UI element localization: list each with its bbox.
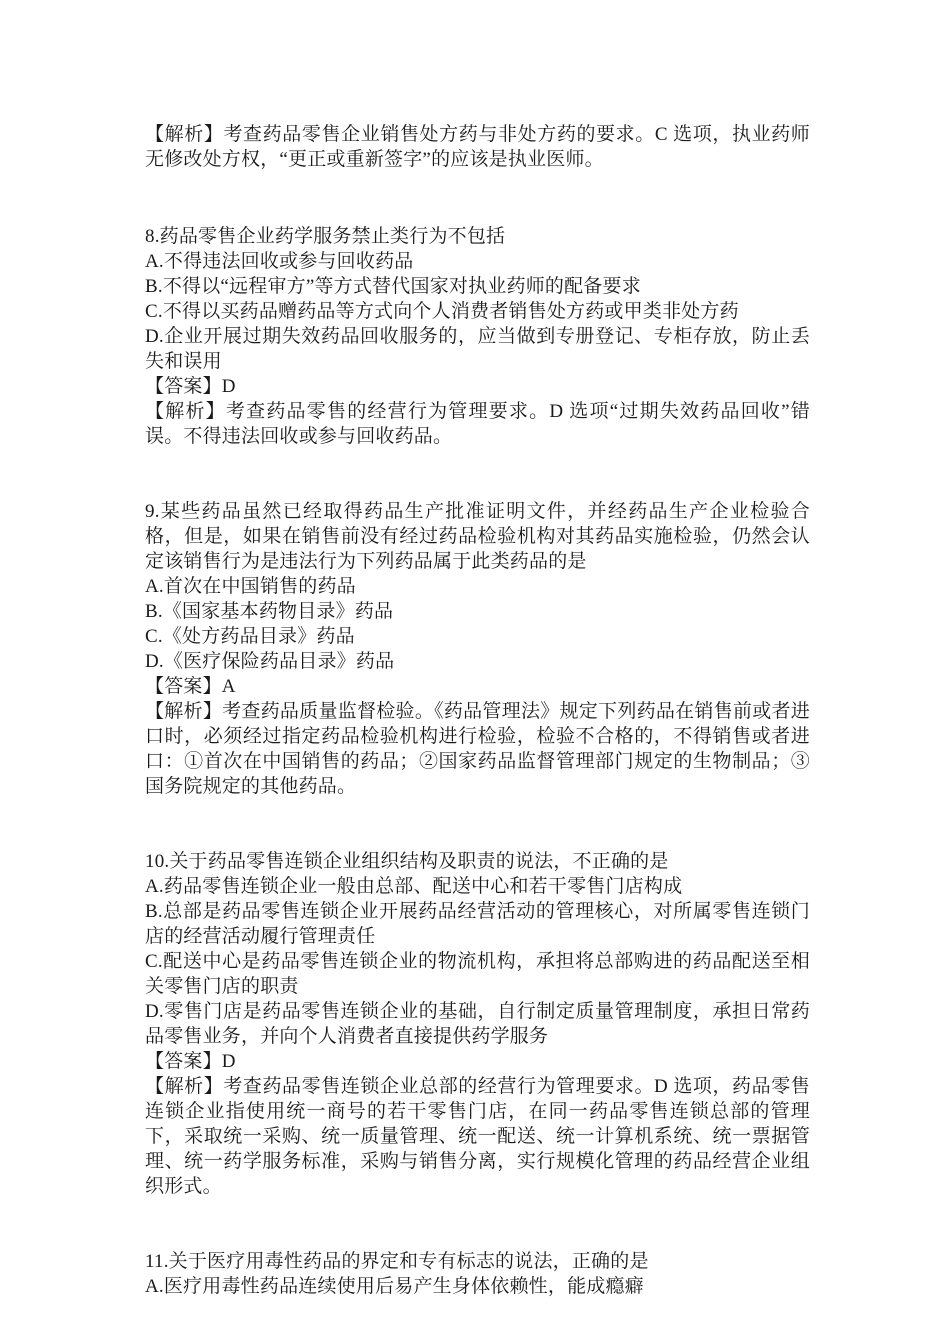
question-option-c: C.《处方药品目录》药品 <box>145 626 355 647</box>
question-option-d: D.零售门店是药品零售连锁企业的基础，自行制定质量管理制度，承担日常药品零售业务，并向个人消费者直接提供药学服务 <box>145 1001 810 1047</box>
question-option-d: D.企业开展过期失效药品回收服务的，应当做到专册登记、专柜存放，防止丢失和误用 <box>145 326 810 372</box>
question-option-a: A.首次在中国销售的药品 <box>145 576 356 597</box>
question-stem: 10.关于药品零售连锁企业组织结构及职责的说法，不正确的是 <box>145 851 669 872</box>
question-option-b: B.不得以“远程审方”等方式替代国家对执业药师的配备要求 <box>145 276 641 297</box>
question-option-b: B.《国家基本药物目录》药品 <box>145 601 394 622</box>
question-option-a: A.医疗用毒性药品连续使用后易产生身体依赖性，能成瘾癖 <box>145 1276 644 1297</box>
answer-line: 【答案】A <box>145 676 236 697</box>
question-option-d: D.《医疗保险药品目录》药品 <box>145 651 395 672</box>
question-option-b: B.总部是药品零售连锁企业开展药品经营活动的管理核心，对所属零售连锁门店的经营活动履行管理责任 <box>145 901 810 947</box>
question-stem: 11.关于医疗用毒性药品的界定和专有标志的说法，正确的是 <box>145 1251 649 1272</box>
previous-question-explanation-block <box>145 122 810 172</box>
question-8-block <box>145 224 810 449</box>
explanation-text: 【解析】考查药品质量监督检验。《药品管理法》规定下列药品在销售前或者进口时，必须经过指定药品检验机构进行检验，检验不合格的，不得销售或者进口：①首次在中国销售的药品；②国家药品监督管理部门规定的生物制品；③国务院规定的其他药品。 <box>145 701 810 797</box>
question-stem: 9.某些药品虽然已经取得药品生产批准证明文件，并经药品生产企业检验合格，但是，如果在销售前没有经过药品检验机构对其药品实施检验，仍然会认定该销售行为是违法行为下列药品属于此类药品的是 <box>145 501 810 572</box>
answer-line: 【答案】D <box>145 376 236 397</box>
question-11-block <box>145 1249 810 1299</box>
question-option-a: A.不得违法回收或参与回收药品 <box>145 251 414 272</box>
question-9-block <box>145 499 810 799</box>
question-stem: 8.药品零售企业药学服务禁止类行为不包括 <box>145 226 506 247</box>
question-10-block <box>145 849 810 1199</box>
question-option-c: C.配送中心是药品零售连锁企业的物流机构，承担将总部购进的药品配送至相关零售门店的职责 <box>145 951 810 997</box>
answer-line: 【答案】D <box>145 1051 236 1072</box>
question-option-a: A.药品零售连锁企业一般由总部、配送中心和若干零售门店构成 <box>145 876 683 897</box>
question-option-c: C.不得以买药品赠药品等方式向个人消费者销售处方药或甲类非处方药 <box>145 301 739 322</box>
explanation-text: 【解析】考查药品零售连锁企业总部的经营行为管理要求。D 选项，药品零售连锁企业指使用统一商号的若干零售门店，在同一药品零售连锁总部的管理下，采取统一采购、统一质量管理、统一配送、统一计算机系统、统一票据管理、统一药学服务标准，采购与销售分离，实行规模化管理的药品经营企业组织形式。 <box>145 1076 810 1197</box>
explanation-text: 【解析】考查药品零售的经营行为管理要求。D 选项“过期失效药品回收”错误。不得违法回收或参与回收药品。 <box>145 401 810 447</box>
explanation-text: 【解析】考查药品零售企业销售处方药与非处方药的要求。C 选项，执业药师无修改处方权，“更正或重新签字”的应该是执业医师。 <box>145 124 810 170</box>
